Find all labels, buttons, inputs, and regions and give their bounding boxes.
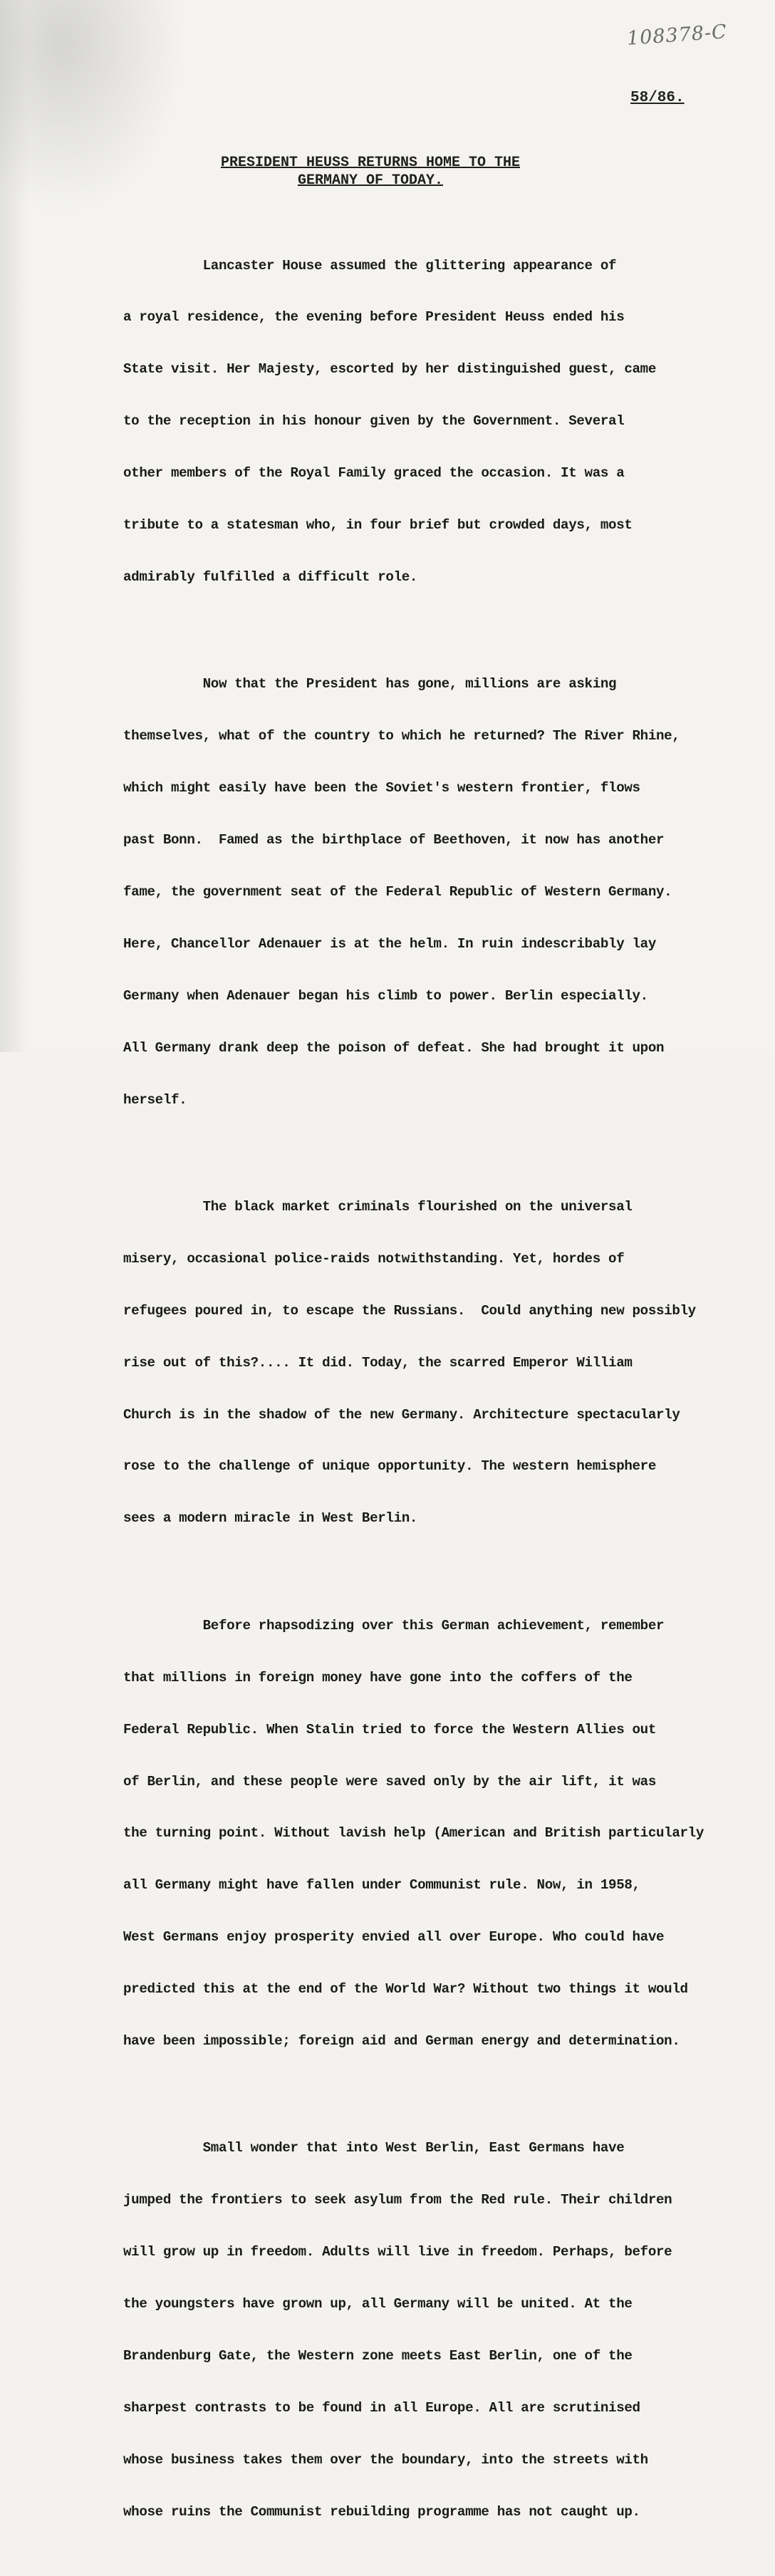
text-line: whose ruins the Communist rebuilding programme has not caught up. bbox=[123, 2503, 640, 2520]
text-line: Here, Chancellor Adenauer is at the helm. In ruin indescribably lay bbox=[123, 935, 657, 952]
text-line: admirably fulfilled a difficult role. bbox=[123, 568, 418, 585]
text-line: of Berlin, and these people were saved only by the air lift, it was bbox=[123, 1773, 657, 1790]
document-reference-number: 58/86. bbox=[630, 90, 685, 106]
text-line: all Germany might have fallen under Communist rule. Now, in 1958, bbox=[123, 1877, 640, 1894]
text-line: Federal Republic. When Stalin tried to force the Western Allies out bbox=[123, 1721, 657, 1738]
text-line: rise out of this?.... It did. Today, the scarred Emperor William bbox=[123, 1354, 633, 1371]
text-line: fame, the government seat of the Federal Republic of Western Germany. bbox=[123, 883, 672, 900]
handwritten-reference: 108378-C bbox=[626, 21, 728, 50]
text-line: predicted this at the end of the World War? Without two things it would bbox=[123, 1981, 688, 1998]
text-line: Germany when Adenauer began his climb to power. Berlin especially. bbox=[123, 987, 648, 1004]
document-body bbox=[123, 222, 768, 2576]
text-line: Lancaster House assumed the glittering appearance of bbox=[123, 257, 617, 274]
text-line: Brandenburg Gate, the Western zone meets East Berlin, one of the bbox=[123, 2348, 633, 2364]
document-title bbox=[164, 154, 577, 189]
text-line: will grow up in freedom. Adults will live in freedom. Perhaps, before bbox=[123, 2244, 672, 2260]
text-line: past Bonn. Famed as the birthplace of Beethoven, it now has another bbox=[123, 832, 665, 848]
text-line: the youngsters have grown up, all Germany will be united. At the bbox=[123, 2296, 633, 2312]
text-line: Small wonder that into West Berlin, East Germans have bbox=[123, 2140, 625, 2156]
text-line: misery, occasional police-raids notwithstanding. Yet, hordes of bbox=[123, 1250, 625, 1267]
text-line: the turning point. Without lavish help (American and British particularly bbox=[123, 1825, 704, 1842]
text-line: whose business takes them over the boundary, into the streets with bbox=[123, 2451, 648, 2468]
paragraph-4 bbox=[123, 1582, 768, 2084]
text-line: refugees poured in, to escape the Russians. Could anything new possibly bbox=[123, 1302, 696, 1319]
text-line: a royal residence, the evening before President Heuss ended his bbox=[123, 309, 625, 326]
text-line: themselves, what of the country to which he returned? The River Rhine, bbox=[123, 728, 680, 744]
text-line: Before rhapsodizing over this German achievement, remember bbox=[123, 1617, 665, 1634]
text-line: Church is in the shadow of the new Germany. Architecture spectacularly bbox=[123, 1406, 680, 1423]
paragraph-2 bbox=[123, 641, 768, 1143]
text-line: rose to the challenge of unique opportunity. The western hemisphere bbox=[123, 1458, 657, 1475]
text-line: which might easily have been the Soviet's western frontier, flows bbox=[123, 780, 640, 796]
text-line: have been impossible; foreign aid and German energy and determination. bbox=[123, 2032, 680, 2049]
text-line: sees a modern miracle in West Berlin. bbox=[123, 1510, 418, 1527]
paragraph-5 bbox=[123, 2105, 768, 2555]
text-line: West Germans enjoy prosperity envied all over Europe. Who could have bbox=[123, 1929, 665, 1946]
title-line-2: GERMANY OF TODAY. bbox=[297, 172, 444, 189]
text-line: Now that the President has gone, millions are asking bbox=[123, 676, 617, 692]
text-line: All Germany drank deep the poison of defeat. She had brought it upon bbox=[123, 1039, 665, 1056]
text-line: jumped the frontiers to seek asylum from the Red rule. Their children bbox=[123, 2192, 672, 2208]
text-line: State visit. Her Majesty, escorted by her distinguished guest, came bbox=[123, 361, 657, 378]
title-line-1: PRESIDENT HEUSS RETURNS HOME TO THE bbox=[220, 155, 521, 171]
text-line: herself. bbox=[123, 1091, 187, 1108]
text-line: to the reception in his honour given by the Government. Several bbox=[123, 413, 625, 430]
text-line: tribute to a statesman who, in four brief but crowded days, most bbox=[123, 517, 633, 534]
text-line: sharpest contrasts to be found in all Europe. All are scrutinised bbox=[123, 2399, 640, 2416]
text-line: The black market criminals flourished on the universal bbox=[123, 1199, 633, 1215]
text-line: other members of the Royal Family graced the occasion. It was a bbox=[123, 465, 625, 482]
paragraph-3 bbox=[123, 1163, 768, 1562]
text-line: that millions in foreign money have gone into the coffers of the bbox=[123, 1669, 633, 1686]
paragraph-1 bbox=[123, 222, 768, 620]
